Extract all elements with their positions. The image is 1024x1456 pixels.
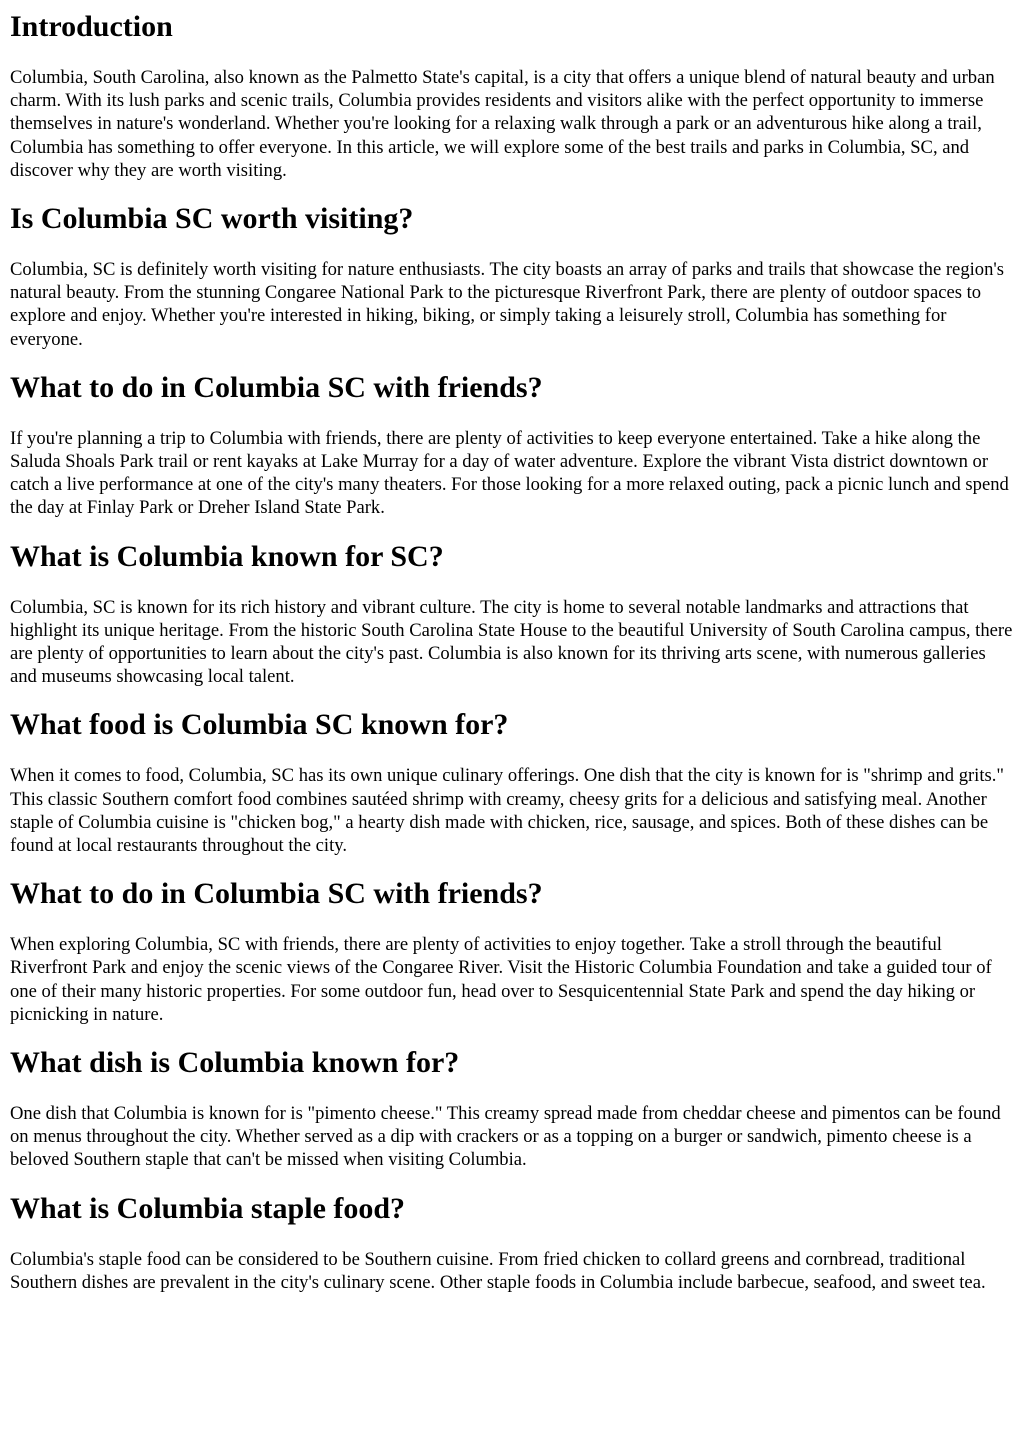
section-heading: What to do in Columbia SC with friends? — [10, 370, 543, 404]
section-heading: What to do in Columbia SC with friends? — [10, 877, 543, 911]
section-body: When exploring Columbia, SC with friends, there are plenty of activities to enjoy together. Take a stroll through the beautiful Riverfront Park and enjoy the scenic views of the Congaree River. Visit the Historic Columbia Foundation and take a guided tour of one of their many historic properties. For some outdoor fun, head over to Sesquicentennial State Park and spend the day hiking or picnicking in nature. — [10, 934, 992, 1025]
section-with-friends-2 — [10, 877, 1016, 1026]
section-heading: Is Columbia SC worth visiting? — [10, 202, 414, 236]
section-food-known-for — [10, 708, 1016, 857]
section-body: Columbia, SC is known for its rich history and vibrant culture. The city is home to several notable landmarks and attractions that highlight its unique heritage. From the historic South Carolina State House to the beautiful University of South Carolina campus, there are plenty of opportunities to learn about the city's past. Columbia is also known for its thriving arts scene, with numerous galleries and museums showcasing local talent. — [10, 596, 1013, 688]
section-introduction — [10, 10, 1016, 182]
section-with-friends — [10, 371, 1016, 520]
article — [10, 10, 1016, 1294]
section-heading: What dish is Columbia known for? — [10, 1046, 460, 1080]
section-worth-visiting — [10, 202, 1016, 351]
section-body: When it comes to food, Columbia, SC has its own unique culinary offerings. One dish that the city is known for is "shrimp and grits." This classic Southern comfort food combines sautéed shrimp with creamy, cheesy grits for a delicious and satisfying meal. Another staple of Columbia cuisine is "chicken bog," a hearty dish made with chicken, rice, sausage, and spices. Both of these dishes can be found at local restaurants throughout the city. — [10, 765, 1004, 857]
section-heading: What is Columbia known for SC? — [10, 539, 444, 573]
section-body: If you're planning a trip to Columbia with friends, there are plenty of activities to keep everyone entertained. Take a hike along the Saluda Shoals Park trail or rent kayaks at Lake Murray for a day of water adventure. Explore the vibrant Vista district downtown or catch a live performance at one of the city's many theaters. For those looking for a more relaxed outing, pack a picnic lunch and spend the day at Finlay Park or Dreher Island State Park. — [10, 427, 1009, 519]
section-body: Columbia, South Carolina, also known as the Palmetto State's capital, is a city that offers a unique blend of natural beauty and urban charm. With its lush parks and scenic trails, Columbia provides residents and visitors alike with the perfect opportunity to immerse themselves in nature's wonderland. Whether you're looking for a relaxing walk through a park or an adventurous hike along a trail, Columbia has something to offer everyone. In this article, we will explore some of the best trails and parks in Columbia, SC, and discover why they are worth visiting. — [10, 67, 995, 181]
section-body: One dish that Columbia is known for is "pimento cheese." This creamy spread made from cheddar cheese and pimentos can be found on menus throughout the city. Whether served as a dip with crackers or as a topping on a burger or sandwich, pimento cheese is a beloved Southern staple that can't be missed when visiting Columbia. — [10, 1103, 1001, 1171]
section-staple-food — [10, 1192, 1016, 1294]
section-dish-known-for — [10, 1046, 1016, 1172]
section-heading: What food is Columbia SC known for? — [10, 708, 509, 742]
section-body: Columbia, SC is definitely worth visiting for nature enthusiasts. The city boasts an array of parks and trails that showcase the region's natural beauty. From the stunning Congaree National Park to the picturesque Riverfront Park, there are plenty of outdoor spaces to explore and enjoy. Whether you're interested in hiking, biking, or simply taking a leisurely stroll, Columbia has something for everyone. — [10, 259, 1004, 350]
section-body: Columbia's staple food can be considered to be Southern cuisine. From fried chicken to collard greens and cornbread, traditional Southern dishes are prevalent in the city's culinary scene. Other staple foods in Columbia include barbecue, seafood, and sweet tea. — [10, 1248, 986, 1293]
section-known-for — [10, 540, 1016, 689]
section-heading: Introduction — [10, 10, 173, 43]
section-heading: What is Columbia staple food? — [10, 1191, 406, 1225]
